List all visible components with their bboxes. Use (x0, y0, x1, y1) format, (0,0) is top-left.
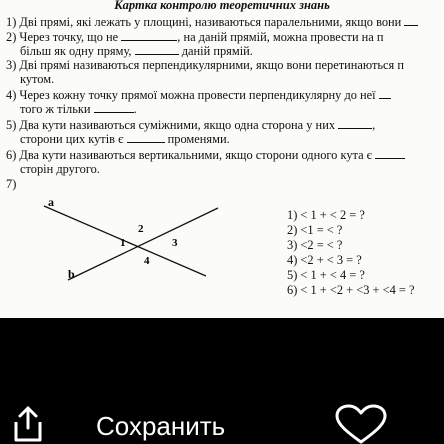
label-angle-4: 4 (144, 255, 150, 267)
label-line-b: b (68, 267, 75, 281)
item-2-cont: більш як одну пряму, даній прямій. (20, 44, 253, 58)
question-1: 1) < 1 + < 2 = ? (287, 208, 365, 222)
question-6: 6) < 1 + <2 + <3 + <4 = ? (287, 283, 415, 297)
share-icon[interactable] (10, 404, 46, 444)
item-6: 6) Два кути називаються вертикальними, якщо сторони одного кута є (6, 148, 405, 162)
line-b (68, 208, 218, 280)
item-4-cont: того ж тільки . (20, 102, 137, 116)
item-1: 1) Дві прямі, які лежать у площині, називаються паралельними, якщо вони (6, 15, 418, 29)
item-3-cont: кутом. (20, 72, 55, 86)
item-2: 2) Через точку, що не , на даній прямій, можна провести на п (6, 30, 384, 44)
item-5-cont: сторони цих кутів є променями. (20, 132, 230, 146)
heart-icon[interactable] (333, 404, 389, 444)
question-5: 5) < 1 + < 4 = ? (287, 268, 365, 282)
item-6-cont: сторін другого. (20, 162, 100, 176)
question-3: 3) <2 = < ? (287, 238, 343, 252)
page-title: Картка контролю теоретичних знань (114, 0, 330, 12)
question-2: 2) <1 = < ? (287, 223, 343, 237)
item-7: 7) (6, 177, 17, 191)
item-5: 5) Два кути називаються суміжними, якщо одна сторона у них , (6, 118, 376, 132)
label-angle-3: 3 (172, 237, 178, 249)
question-4: 4) <2 + < 3 = ? (287, 253, 362, 267)
label-angle-2: 1 (120, 237, 126, 249)
item-3: 3) Дві прямі називаються перпендикулярними, якщо вони перетинаються п (6, 58, 404, 72)
save-button[interactable]: Сохранить (96, 411, 226, 441)
label-line-a: a (48, 198, 54, 209)
intersecting-lines-diagram (28, 198, 228, 290)
item-4: 4) Через кожну точку прямої можна провести перпендикулярну до неї (6, 88, 391, 102)
label-angle-1: 2 (138, 223, 144, 235)
